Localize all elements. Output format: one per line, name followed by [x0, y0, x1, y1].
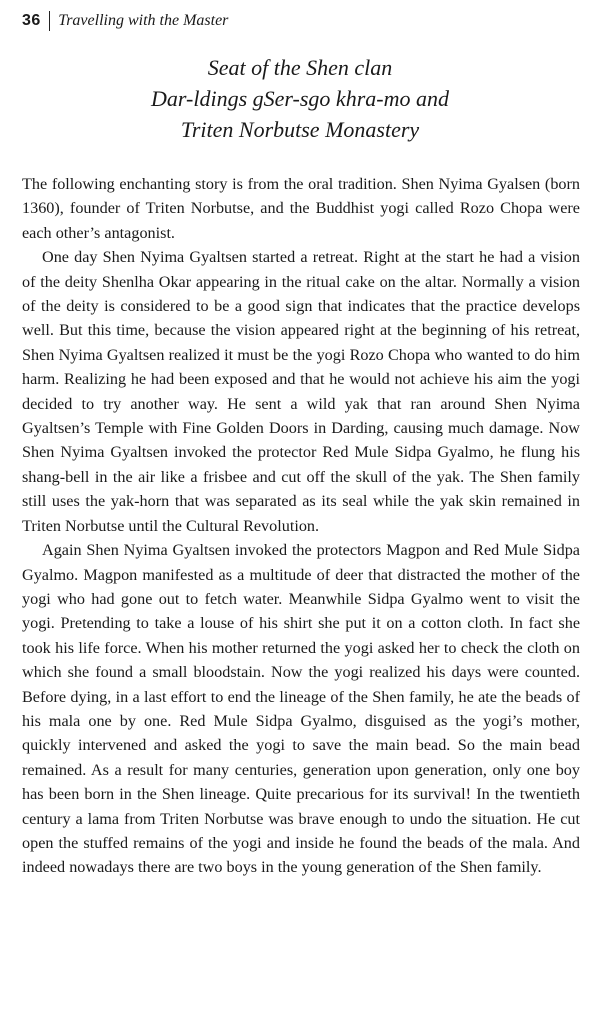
page-number: 36	[22, 12, 41, 29]
paragraph: One day Shen Nyima Gyaltsen started a retreat. Right at the start he had a vision of the deity Shenlha Okar appearing in the ritual cake on the altar. Normally a vision of the deity is considered to be a good sign that indicates that the practice develops well. But this time, because the vision appeared right at the beginning of his retreat, Shen Nyima Gyaltsen realized it must be the yogi Rozo Chopa who wanted to do him harm. Realizing he had been exposed and that he would not achieve his aim the yogi decided to try another way. He sent a wild yak that ran around Shen Nyima Gyaltsen’s Temple with Fine Golden Doors in Darding, causing much damage. Now Shen Nyima Gyaltsen invoked the protector Red Mule Sidpa Gyalmo, he flung his shang-bell in the air like a frisbee and cut off the skull of the yak. The Shen family still uses the yak-horn that was separated as its seal while the yak skin remained in Triten Norbutse until the Cultural Revolution.	[22, 248, 580, 535]
section-title-line: Dar-ldings gSer-sgo khra-mo and	[151, 86, 449, 111]
running-title: Travelling with the Master	[58, 12, 229, 29]
running-head	[22, 10, 228, 32]
section-title-line: Triten Norbutse Monastery	[180, 117, 420, 142]
header-divider	[49, 11, 50, 31]
paragraph: Again Shen Nyima Gyaltsen invoked the protectors Magpon and Red Mule Sidpa Gyalmo. Magpon manifested as a multitude of deer that distracted the mother of the yogi who had gone out to fetch water. Meanwhile Sidpa Gyalmo went to visit the yogi. Pretending to take a louse of his shirt she put it on a cotton cloth. In fact she took his life force. When his mother returned the yogi asked her to check the cloth on which she found a small bloodstain. Now the yogi realized his days were counted. Before dying, in a last effort to end the lineage of the Shen family, he ate the beads of his mala one by one. Red Mule Sidpa Gyalmo, disguised as the yogi’s mother, quickly intervened and asked the yogi to save the main bead. So the main bead remained. As a result for many centuries, generation upon generation, only one boy has been born in the Shen lineage. Quite precarious for its survival! In the twentieth century a lama from Triten Norbutse was brave enough to undo the situation. He cut open the stuffed remains of the yogi and inside he found the beads of the mala. And indeed nowadays there are two boys in the young generation of the Shen family.	[22, 541, 580, 877]
body-text	[22, 172, 580, 880]
section-title-line: Seat of the Shen clan	[207, 55, 393, 80]
section-title	[0, 52, 600, 145]
paragraph: The following enchanting story is from the oral tradition. Shen Nyima Gyalsen (born 1360), founder of Triten Norbutse, and the Buddhist yogi called Rozo Chopa were each other’s antagonist.	[22, 175, 580, 242]
